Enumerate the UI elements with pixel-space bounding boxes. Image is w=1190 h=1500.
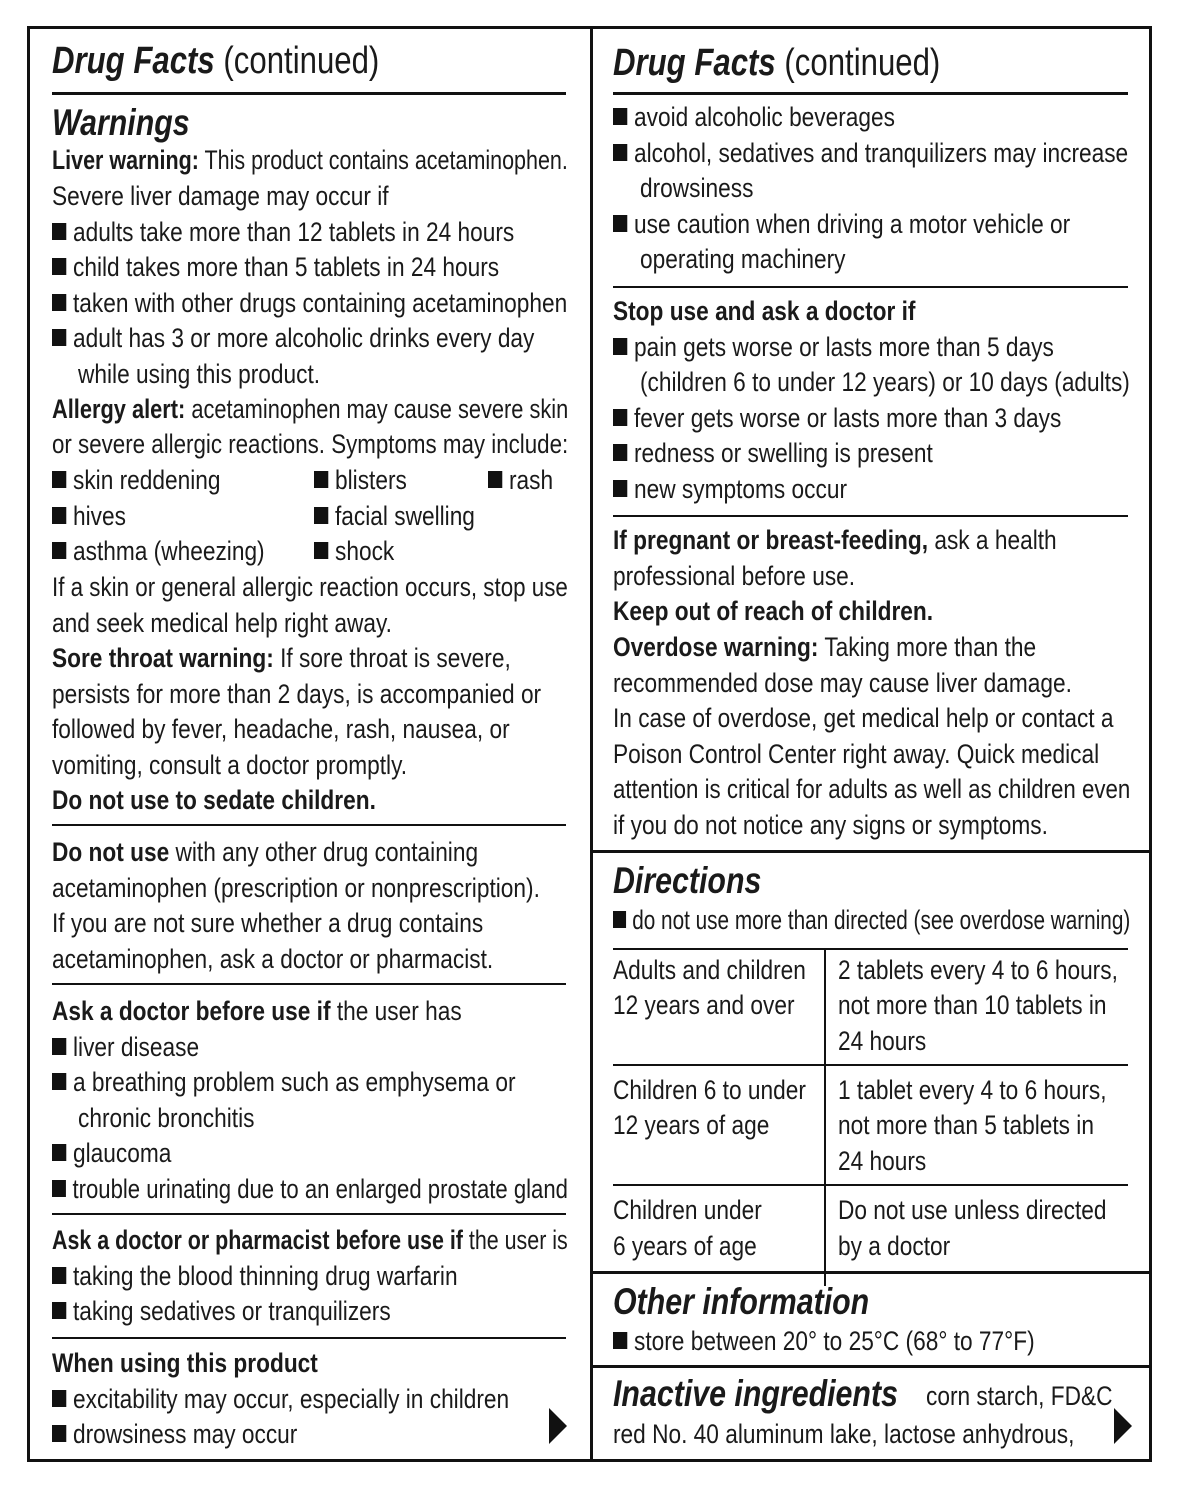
bullet-icon <box>314 542 328 559</box>
list-item-continuation: while using this product. <box>78 359 321 389</box>
list-item: a breathing problem such as emphysema or <box>52 1064 515 1100</box>
inactive-ingredients-heading: Inactive ingredients <box>613 1373 898 1414</box>
table-cell-dose: 24 hours <box>838 1026 927 1056</box>
table-rule <box>613 1184 1128 1186</box>
section-divider-thick <box>590 1271 1152 1274</box>
bullet-icon <box>613 480 627 497</box>
bullet-icon <box>52 1267 66 1284</box>
list-item: liver disease <box>52 1029 199 1065</box>
bullet-icon <box>52 1038 66 1055</box>
section-divider <box>52 1337 566 1339</box>
table-cell-age: Children under <box>613 1195 762 1225</box>
bullet-icon <box>52 542 66 559</box>
panel-title-left: Drug Facts (continued) <box>52 40 380 82</box>
ask-pharmacist-line: Ask a doctor or pharmacist before use if the user is <box>52 1225 568 1255</box>
symptom-item: asthma (wheezing) <box>52 533 265 569</box>
bullet-icon <box>613 1332 627 1349</box>
list-item: adult has 3 or more alcoholic drinks every day <box>52 320 534 356</box>
table-cell-dose: not more than 10 tablets in <box>838 990 1107 1020</box>
bullet-icon <box>314 507 328 524</box>
list-item: store between 20° to 25°C (68° to 77°F) <box>613 1323 1035 1359</box>
list-item: use caution when driving a motor vehicle or <box>613 206 1070 242</box>
continue-arrow-icon <box>1114 1408 1132 1444</box>
allergy-instruction: If a skin or general allergic reaction occurs, stop use <box>52 572 568 602</box>
table-cell-age: Adults and children <box>613 955 806 985</box>
allergy-instruction: and seek medical help right away. <box>52 608 392 638</box>
do-not-use-text: acetaminophen, ask a doctor or pharmacist. <box>52 944 494 974</box>
list-item: pain gets worse or lasts more than 5 days <box>613 329 1054 365</box>
section-divider <box>52 1213 566 1215</box>
bullet-icon <box>613 911 626 928</box>
keep-out-of-reach: Keep out of reach of children. <box>613 596 934 626</box>
inactive-ingredients-text: corn starch, FD&C <box>926 1381 1113 1411</box>
overdose-warning-line: Overdose warning: Taking more than the <box>613 632 1037 662</box>
list-item: taking the blood thinning drug warfarin <box>52 1258 458 1294</box>
pregnant-line: If pregnant or breast-feeding, ask a health <box>613 525 1057 555</box>
overdose-text: if you do not notice any signs or symptoms. <box>613 810 1048 840</box>
bullet-icon <box>52 1425 66 1442</box>
bullet-icon <box>52 1390 66 1407</box>
list-item: glaucoma <box>52 1135 171 1171</box>
bullet-icon <box>613 144 627 161</box>
title-rule-left <box>52 92 566 95</box>
table-rule <box>613 948 1128 950</box>
do-not-sedate: Do not use to sedate children. <box>52 785 376 815</box>
list-item: excitability may occur, especially in children <box>52 1381 509 1417</box>
do-not-use-text: If you are not sure whether a drug contains <box>52 908 484 938</box>
sore-throat-text: vomiting, consult a doctor promptly. <box>52 750 408 780</box>
overdose-text: Poison Control Center right away. Quick medical <box>613 739 1100 769</box>
bullet-icon <box>52 223 66 240</box>
bullet-icon <box>314 471 328 488</box>
bullet-icon <box>52 1302 66 1319</box>
bullet-icon <box>613 409 627 426</box>
other-information-heading: Other information <box>613 1281 870 1322</box>
bullet-icon <box>488 471 502 488</box>
bullet-icon <box>52 1073 66 1090</box>
list-item: avoid alcoholic beverages <box>613 99 895 135</box>
bullet-icon <box>613 215 627 232</box>
table-column-divider <box>824 950 826 1286</box>
sore-throat-text: followed by fever, headache, rash, nausea, or <box>52 714 510 744</box>
list-item: new symptoms occur <box>613 471 847 507</box>
bullet-icon <box>52 471 66 488</box>
list-item-continuation: (children 6 to under 12 years) or 10 days (adults) <box>640 367 1130 397</box>
list-item: taken with other drugs containing acetaminophen <box>52 285 567 321</box>
bullet-icon <box>52 507 66 524</box>
title-rule-right <box>613 92 1128 95</box>
section-divider <box>52 824 566 826</box>
symptom-item: hives <box>52 498 126 534</box>
liver-warning-line: Liver warning: This product contains acetaminophen. <box>52 145 568 175</box>
symptom-item: rash <box>488 462 553 498</box>
overdose-text: recommended dose may cause liver damage. <box>613 668 1072 698</box>
list-item: fever gets worse or lasts more than 3 days <box>613 400 1061 436</box>
overdose-text: attention is critical for adults as well as children even <box>613 774 1131 804</box>
do-not-use-text: acetaminophen (prescription or nonprescription). <box>52 873 540 903</box>
table-cell-dose: not more than 5 tablets in <box>838 1110 1094 1140</box>
table-cell-dose: 24 hours <box>838 1146 927 1176</box>
bullet-icon <box>52 1144 66 1161</box>
table-cell-dose: by a doctor <box>838 1231 951 1261</box>
allergy-alert-text: or severe allergic reactions. Symptoms may include: <box>52 429 569 459</box>
sore-throat-text: persists for more than 2 days, is accompanied or <box>52 679 542 709</box>
list-item: child takes more than 5 tablets in 24 hours <box>52 249 499 285</box>
sore-throat-warning: Sore throat warning: If sore throat is severe, <box>52 643 511 673</box>
table-cell-age: Children 6 to under <box>613 1075 806 1105</box>
section-divider-thick <box>590 1365 1152 1368</box>
do-not-use-line: Do not use with any other drug containing <box>52 837 479 867</box>
table-cell-dose: 2 tablets every 4 to 6 hours, <box>838 955 1118 985</box>
list-item: alcohol, sedatives and tranquilizers may increase <box>613 135 1128 171</box>
table-cell-age: 12 years of age <box>613 1110 770 1140</box>
list-item: redness or swelling is present <box>613 435 933 471</box>
bullet-icon <box>613 338 627 355</box>
stop-use-heading: Stop use and ask a doctor if <box>613 296 916 326</box>
pregnant-text: professional before use. <box>613 561 856 591</box>
bullet-icon <box>52 294 66 311</box>
symptom-item: facial swelling <box>314 498 475 534</box>
list-item: drowsiness may occur <box>52 1416 297 1452</box>
bullet-icon <box>52 258 66 275</box>
section-divider <box>52 983 566 985</box>
ask-doctor-line: Ask a doctor before use if the user has <box>52 996 462 1026</box>
section-divider <box>613 515 1128 517</box>
table-cell-age: 6 years of age <box>613 1231 757 1261</box>
inactive-ingredients-text: red No. 40 aluminum lake, lactose anhydrous, <box>613 1419 1075 1449</box>
bullet-icon <box>52 1180 66 1197</box>
allergy-alert-line: Allergy alert: acetaminophen may cause severe skin <box>52 394 569 424</box>
symptom-item: blisters <box>314 462 407 498</box>
list-item-continuation: drowsiness <box>640 173 754 203</box>
list-item: do not use more than directed (see overdose warning) <box>613 902 1130 938</box>
directions-heading: Directions <box>613 860 762 901</box>
list-item: taking sedatives or tranquilizers <box>52 1293 391 1329</box>
panel-title-right: Drug Facts (continued) <box>613 42 941 84</box>
bullet-icon <box>52 329 66 346</box>
when-using-heading: When using this product <box>52 1348 318 1378</box>
table-cell-dose: Do not use unless directed <box>838 1195 1107 1225</box>
bullet-icon <box>613 444 627 461</box>
table-rule <box>613 1064 1128 1066</box>
table-cell-dose: 1 tablet every 4 to 6 hours, <box>838 1075 1107 1105</box>
section-divider-thick <box>590 850 1152 853</box>
list-item: trouble urinating due to an enlarged prostate gland <box>52 1171 568 1207</box>
symptom-item: skin reddening <box>52 462 221 498</box>
list-item-continuation: chronic bronchitis <box>78 1103 255 1133</box>
warnings-heading: Warnings <box>52 102 190 143</box>
list-item-continuation: operating machinery <box>640 244 846 274</box>
list-item: adults take more than 12 tablets in 24 hours <box>52 214 514 250</box>
table-cell-age: 12 years and over <box>613 990 795 1020</box>
liver-warning-text: Severe liver damage may occur if <box>52 181 389 211</box>
symptom-item: shock <box>314 533 394 569</box>
continue-arrow-icon <box>549 1408 567 1444</box>
overdose-text: In case of overdose, get medical help or contact a <box>613 703 1114 733</box>
bullet-icon <box>613 108 627 125</box>
section-divider <box>613 286 1128 288</box>
